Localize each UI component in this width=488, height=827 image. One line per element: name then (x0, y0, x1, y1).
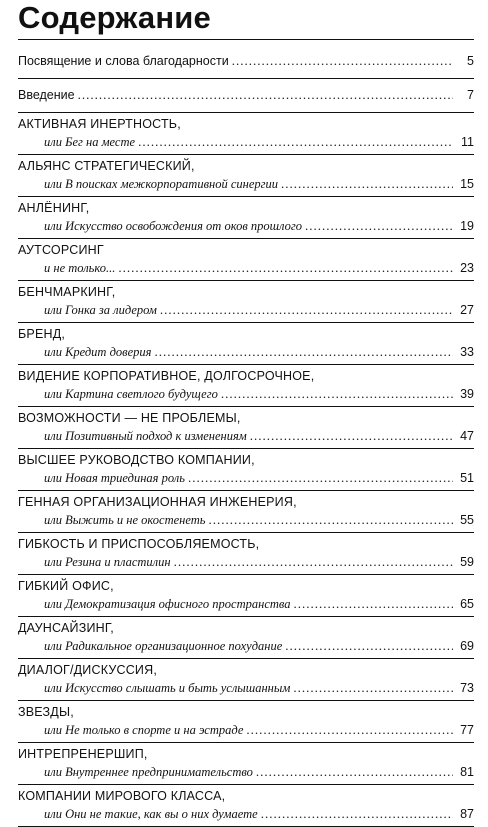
toc-entry-title: ГЕННАЯ ОРГАНИЗАЦИОННАЯ ИНЖЕНЕРИЯ, (18, 495, 297, 509)
toc-entry[interactable] (18, 323, 474, 365)
toc-entry-title: Введение (18, 88, 75, 102)
dot-leader (118, 259, 453, 277)
toc-entry-subtitle: или Гонка за лидером (44, 303, 157, 317)
dot-leader (221, 385, 453, 403)
dot-leader (78, 86, 453, 104)
toc-entry-title: АЛЬЯНС СТРАТЕГИЧЕСКИЙ, (18, 159, 195, 173)
toc-entry-subtitle: или Новая триединая роль (44, 471, 185, 485)
toc-entry-page: 5 (467, 54, 474, 68)
toc-entry-title: Посвящение и слова благодарности (18, 54, 229, 68)
toc-entry-subtitle: или Резина и пластилин (44, 555, 171, 569)
toc-entry[interactable] (18, 365, 474, 407)
toc-entry-page: 77 (460, 723, 474, 737)
toc-entry-title: АКТИВНАЯ ИНЕРТНОСТЬ, (18, 117, 181, 131)
toc-entry-page: 73 (460, 681, 474, 695)
toc-entry-subtitle: или Внутреннее предпринимательство (44, 765, 253, 779)
toc-entry[interactable] (18, 743, 474, 785)
toc-entry[interactable] (18, 155, 474, 197)
toc-entry-title: ИНТРЕПРЕНЕРШИП, (18, 747, 148, 761)
toc-entry-page: 47 (460, 429, 474, 443)
toc-entry-title: ВЫСШЕЕ РУКОВОДСТВО КОМПАНИИ, (18, 453, 255, 467)
toc-entry-subtitle: или Кредит доверия (44, 345, 152, 359)
toc-entry-title: КОМПАНИИ МИРОВОГО КЛАССА, (18, 789, 226, 803)
toc-entry[interactable] (18, 45, 474, 79)
dot-leader (188, 469, 453, 487)
dot-leader (174, 553, 453, 571)
toc-list (18, 45, 474, 827)
toc-entry-title: ДИАЛОГ/ДИСКУССИЯ, (18, 663, 158, 677)
toc-entry[interactable] (18, 407, 474, 449)
toc-entry-subtitle: или Выжить и не окостенеть (44, 513, 206, 527)
toc-entry-page: 55 (460, 513, 474, 527)
toc-entry-subtitle: или Искусство освобождения от оков прошлого (44, 219, 303, 233)
toc-entry-title: ВИДЕНИЕ КОРПОРАТИВНОЕ, ДОЛГОСРОЧНОЕ, (18, 369, 315, 383)
dot-leader (285, 637, 453, 655)
toc-entry-title: ЗВЕЗДЫ, (18, 705, 74, 719)
toc-entry-subtitle: или Искусство слышать и быть услышанным (44, 681, 291, 695)
toc-entry-page: 27 (460, 303, 474, 317)
toc-entry-title: БРЕНД, (18, 327, 66, 341)
toc-entry-page: 19 (460, 219, 474, 233)
toc-entry-page: 81 (460, 765, 474, 779)
toc-entry-subtitle: или Позитивный подход к изменениям (44, 429, 247, 443)
toc-entry-subtitle: или Они не такие, как вы о них думаете (44, 807, 258, 821)
toc-entry-page: 7 (467, 88, 474, 102)
toc-entry-subtitle: или Не только в спорте и на эстраде (44, 723, 244, 737)
toc-entry[interactable] (18, 659, 474, 701)
toc-entry[interactable] (18, 197, 474, 239)
toc-entry-title: ВОЗМОЖНОСТИ — НЕ ПРОБЛЕМЫ, (18, 411, 241, 425)
toc-entry[interactable] (18, 113, 474, 155)
toc-entry-title: АУТСОРСИНГ (18, 243, 104, 257)
toc-entry[interactable] (18, 701, 474, 743)
page-title: Содержание (18, 0, 474, 40)
dot-leader (281, 175, 453, 193)
toc-entry-subtitle: или Бег на месте (44, 135, 136, 149)
dot-leader (232, 52, 453, 70)
toc-entry-title: БЕНЧМАРКИНГ, (18, 285, 116, 299)
toc-entry-subtitle: или Картина светлого будущего (44, 387, 218, 401)
toc-entry-subtitle: или В поисках межкорпоративной синергии (44, 177, 279, 191)
toc-entry[interactable] (18, 449, 474, 491)
toc-entry-page: 59 (460, 555, 474, 569)
dot-leader (294, 595, 454, 613)
toc-entry[interactable] (18, 281, 474, 323)
dot-leader (154, 343, 453, 361)
toc-entry-page: 87 (460, 807, 474, 821)
dot-leader (246, 721, 453, 739)
dot-leader (208, 511, 453, 529)
dot-leader (250, 427, 453, 445)
toc-entry[interactable] (18, 239, 474, 281)
dot-leader (305, 217, 453, 235)
toc-entry[interactable] (18, 785, 474, 827)
toc-entry-title: ГИБКОСТЬ И ПРИСПОСОБЛЯЕМОСТЬ, (18, 537, 260, 551)
toc-entry-subtitle: или Радикальное организационное похудание (44, 639, 283, 653)
toc-entry-page: 51 (460, 471, 474, 485)
toc-entry-title: АНЛЁНИНГ, (18, 201, 90, 215)
toc-entry-title: ДАУНСАЙЗИНГ, (18, 621, 114, 635)
toc-entry-page: 23 (460, 261, 474, 275)
toc-entry-subtitle: и не только... (44, 261, 116, 275)
toc-entry-subtitle: или Демократизация офисного пространства (44, 597, 291, 611)
dot-leader (160, 301, 453, 319)
toc-entry[interactable] (18, 575, 474, 617)
toc-entry[interactable] (18, 79, 474, 113)
toc-entry-page: 15 (460, 177, 474, 191)
dot-leader (256, 763, 453, 781)
dot-leader (138, 133, 453, 151)
toc-entry-page: 11 (461, 135, 474, 149)
toc-entry-page: 33 (460, 345, 474, 359)
toc-entry-page: 39 (460, 387, 474, 401)
dot-leader (261, 805, 453, 823)
toc-entry-page: 69 (460, 639, 474, 653)
toc-entry-title: ГИБКИЙ ОФИС, (18, 579, 114, 593)
toc-entry[interactable] (18, 533, 474, 575)
toc-entry-page: 65 (460, 597, 474, 611)
toc-entry[interactable] (18, 617, 474, 659)
toc-entry[interactable] (18, 491, 474, 533)
dot-leader (293, 679, 453, 697)
